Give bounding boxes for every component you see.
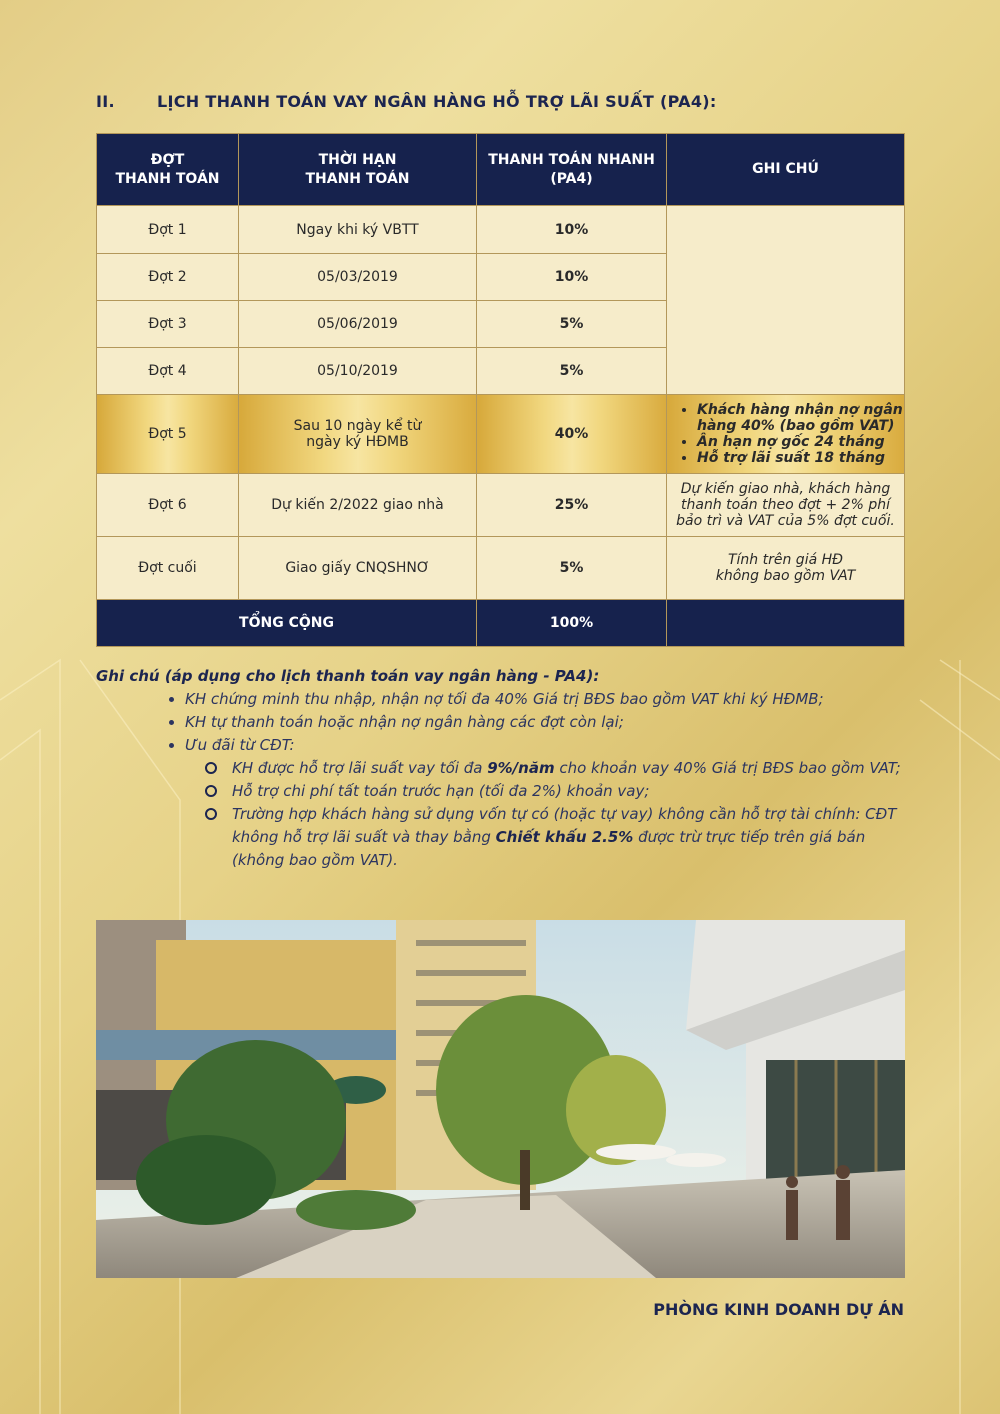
term-cell: 05/03/2019 (239, 254, 477, 301)
note-cell (667, 395, 905, 474)
phase-cell: Đợt cuối (97, 537, 239, 600)
sub-note-item: KH được hỗ trợ lãi suất vay tối đa 9%/năm cho khoản vay 40% Giá trị BĐS bao gồm VAT; (232, 757, 904, 780)
note-item: • Hỗ trợ lãi suất 18 tháng (697, 450, 904, 466)
term-cell: Dự kiến 2/2022 giao nhà (239, 474, 477, 537)
section-title (96, 92, 717, 111)
term-cell: Ngay khi ký VBTT (239, 206, 477, 254)
circle-bullet-icon (205, 808, 217, 820)
notes-title: Ghi chú (áp dụng cho lịch thanh toán vay ngân hàng - PA4): (96, 667, 600, 685)
phase-cell: Đợt 5 (97, 395, 239, 474)
term-cell: Giao giấy CNQSHNƠ (239, 537, 477, 600)
circle-bullet-icon (205, 785, 217, 797)
term-cell: 05/10/2019 (239, 348, 477, 395)
percent-cell: 10% (477, 206, 667, 254)
percent-cell: 10% (477, 254, 667, 301)
header-notes: GHI CHÚ (667, 134, 905, 206)
section-number: II. (96, 92, 115, 111)
circle-bullet-icon (205, 762, 217, 774)
payment-schedule-table (96, 133, 905, 647)
notes-sublist (185, 757, 904, 872)
table-row (97, 537, 905, 600)
note-item: • Ân hạn nợ gốc 24 tháng (697, 434, 904, 450)
notes-list (96, 688, 904, 872)
term-cell: 05/06/2019 (239, 301, 477, 348)
sub-note-item: Hỗ trợ chi phí tất toán trước hạn (tối đa 2%) khoản vay; (232, 780, 904, 803)
note-item: • KH chứng minh thu nhập, nhận nợ tối đa 40% Giá trị BĐS bao gồm VAT khi ký HĐMB; (185, 688, 904, 711)
note-cell: Dự kiến giao nhà, khách hàng thanh toán theo đợt + 2% phí bảo trì và VAT của 5% đợt cuối. (667, 474, 905, 537)
section-title-text: LỊCH THANH TOÁN VAY NGÂN HÀNG HỖ TRỢ LÃI SUẤT (PA4): (157, 92, 717, 111)
note-list (667, 402, 904, 466)
note-item: • KH tự thanh toán hoặc nhận nợ ngân hàng các đợt còn lại; (185, 711, 904, 734)
term-cell: Sau 10 ngày kể từ ngày ký HĐMB (239, 395, 477, 474)
percent-cell: 5% (477, 348, 667, 395)
footer-department: PHÒNG KINH DOANH DỰ ÁN (653, 1300, 904, 1319)
phase-cell: Đợt 6 (97, 474, 239, 537)
header-term: THỜI HẠN THANH TOÁN (239, 134, 477, 206)
percent-cell: 5% (477, 537, 667, 600)
header-phase: ĐỢT THANH TOÁN (97, 134, 239, 206)
percent-cell: 40% (477, 395, 667, 474)
phase-cell: Đợt 4 (97, 348, 239, 395)
header-fast-payment: THANH TOÁN NHANH (PA4) (477, 134, 667, 206)
table-row (97, 474, 905, 537)
note-cell-empty (667, 206, 905, 395)
sub-note-item: Trường hợp khách hàng sử dụng vốn tự có (hoặc tự vay) không cần hỗ trợ tài chính: CĐT không hỗ trợ lãi suất và thay bằng Chiết khấu 2.5% được trừ trực tiếp trên giá bán (không bao gồm VAT). (232, 803, 904, 872)
note-item: • Ưu đãi từ CĐT: KH được hỗ trợ lãi suất vay tối đa 9%/năm cho khoản vay 40% Giá trị BĐS bao gồm VAT; Hỗ trợ chi phí tất toán trước hạn (tối đa 2%) khoản vay; Trường hợp khách hàng sử dụng vốn tự có (hoặc tự vay) không cần hỗ trợ tài chính: CĐT không hỗ trợ lãi suất và thay bằng Chiết khấu 2.5% được trừ trực tiếp trên giá bán (không bao gồm VAT). (185, 734, 904, 872)
phase-cell: Đợt 3 (97, 301, 239, 348)
phase-cell: Đợt 1 (97, 206, 239, 254)
total-percent: 100% (477, 600, 667, 647)
percent-cell: 25% (477, 474, 667, 537)
courtyard-illustration (96, 920, 905, 1278)
table-row (97, 206, 905, 254)
total-label: TỔNG CỘNG (97, 600, 477, 647)
percent-cell: 5% (477, 301, 667, 348)
notes-section (96, 665, 904, 872)
table-header-row (97, 134, 905, 206)
phase-cell: Đợt 2 (97, 254, 239, 301)
table-total-row (97, 600, 905, 647)
total-note-empty (667, 600, 905, 647)
note-item: • Khách hàng nhận nợ ngân hàng 40% (bao gồm VAT) (697, 402, 904, 434)
note-cell: Tính trên giá HĐ không bao gồm VAT (667, 537, 905, 600)
project-rendering-photo (96, 920, 905, 1278)
table-row-highlight (97, 395, 905, 474)
